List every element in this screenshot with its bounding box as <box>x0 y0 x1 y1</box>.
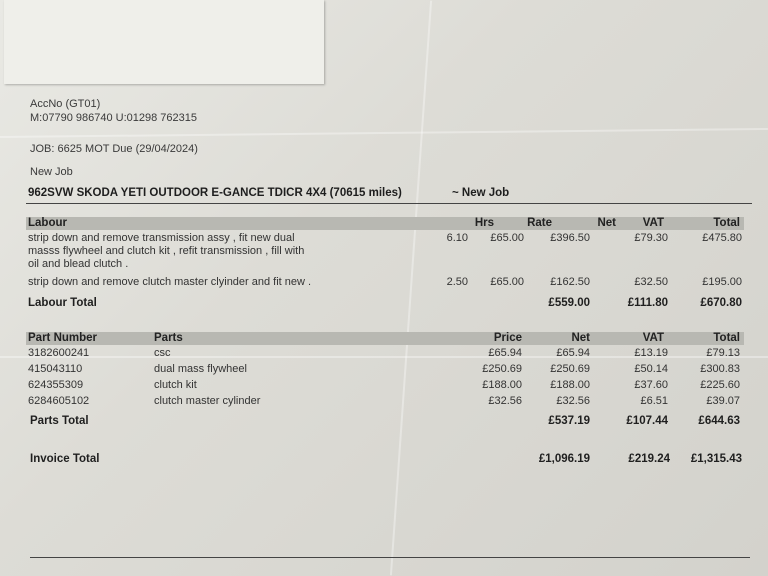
labour-total-label: Labour Total <box>28 297 97 309</box>
labour-total-net: £559.00 <box>548 297 590 309</box>
labour-total: £475.80 <box>702 232 742 244</box>
part-total: £39.07 <box>706 395 740 407</box>
labour-header-bar <box>26 217 744 230</box>
part-number: 3182600241 <box>28 347 90 359</box>
part-vat: £6.51 <box>640 395 668 407</box>
invoice-total-total: £1,315.43 <box>690 453 742 465</box>
labour-description: strip down and remove transmission assy , fit new dual <box>28 232 295 244</box>
parts-number-header: Part Number <box>28 332 98 344</box>
invoice-total-vat: £219.24 <box>628 453 670 465</box>
labour-net-header: Net <box>597 217 616 229</box>
part-price: £65.94 <box>488 347 522 359</box>
part-total: £225.60 <box>700 379 740 391</box>
footer-rule <box>30 557 750 558</box>
job-line: JOB: 6625 MOT Due (29/04/2024) <box>30 143 198 155</box>
part-total: £300.83 <box>700 363 740 375</box>
vehicle-job-tag: ~ New Job <box>452 187 510 199</box>
labour-vat: £32.50 <box>634 276 668 288</box>
labour-total-vat: £111.80 <box>627 297 668 309</box>
part-vat: £13.19 <box>634 347 668 359</box>
labour-total-header: Total <box>713 217 740 229</box>
invoice-total-label: Invoice Total <box>30 453 100 465</box>
parts-name-header: Parts <box>154 332 183 344</box>
part-number: 6284605102 <box>28 395 90 407</box>
part-price: £250.69 <box>482 363 522 375</box>
part-name: csc <box>154 347 171 359</box>
parts-price-header: Price <box>493 332 522 344</box>
invoice-total-net: £1,096.19 <box>538 453 590 465</box>
labour-net: £162.50 <box>550 276 590 288</box>
part-total: £79.13 <box>706 347 740 359</box>
part-price: £188.00 <box>482 379 522 391</box>
labour-description: strip down and remove clutch master clyinder and fit new . <box>28 276 312 288</box>
contact-phones: M:07790 986740 U:01298 762315 <box>30 112 197 124</box>
paper-crease <box>0 128 768 138</box>
labour-title: Labour <box>28 217 67 229</box>
parts-vat-header: VAT <box>642 332 664 344</box>
part-number: 624355309 <box>28 379 84 391</box>
vehicle-description: 962SVW SKODA YETI OUTDOOR E-GANCE TDICR 4X4 (70615 miles) <box>28 187 402 199</box>
part-net: £188.00 <box>550 379 590 391</box>
part-name: clutch master cylinder <box>154 395 261 407</box>
labour-hrs: 2.50 <box>446 276 468 288</box>
labour-total-total: £670.80 <box>700 297 742 309</box>
job-status: New Job <box>30 166 73 178</box>
part-name: dual mass flywheel <box>154 363 247 375</box>
labour-rate: £65.00 <box>490 276 524 288</box>
parts-header-bar <box>26 332 744 345</box>
labour-rate-header: Rate <box>527 217 552 229</box>
labour-hrs-header: Hrs <box>474 217 494 229</box>
part-net: £65.94 <box>556 347 590 359</box>
labour-total: £195.00 <box>702 276 742 288</box>
labour-vat-header: VAT <box>642 217 664 229</box>
labour-description: masss flywheel and clutch kit , refit transmission , fill with <box>28 245 305 257</box>
parts-total-total: £644.63 <box>698 415 740 427</box>
labour-vat: £79.30 <box>634 232 668 244</box>
blank-label-card <box>4 0 324 84</box>
parts-total-net: £537.19 <box>548 415 590 427</box>
part-price: £32.56 <box>488 395 522 407</box>
parts-total-header: Total <box>713 332 740 344</box>
part-net: £32.56 <box>556 395 590 407</box>
account-number: AccNo (GT01) <box>30 98 101 110</box>
parts-total-label: Parts Total <box>30 415 89 427</box>
part-name: clutch kit <box>154 379 197 391</box>
labour-net: £396.50 <box>550 232 590 244</box>
part-vat: £37.60 <box>634 379 668 391</box>
divider <box>26 203 752 204</box>
labour-description: oil and blead clutch . <box>28 258 129 270</box>
labour-rate: £65.00 <box>490 232 524 244</box>
part-net: £250.69 <box>550 363 590 375</box>
paper-crease <box>390 1 432 576</box>
part-number: 415043110 <box>28 363 83 375</box>
parts-net-header: Net <box>571 332 590 344</box>
parts-total-vat: £107.44 <box>626 415 668 427</box>
labour-hrs: 6.10 <box>446 232 468 244</box>
part-vat: £50.14 <box>634 363 668 375</box>
